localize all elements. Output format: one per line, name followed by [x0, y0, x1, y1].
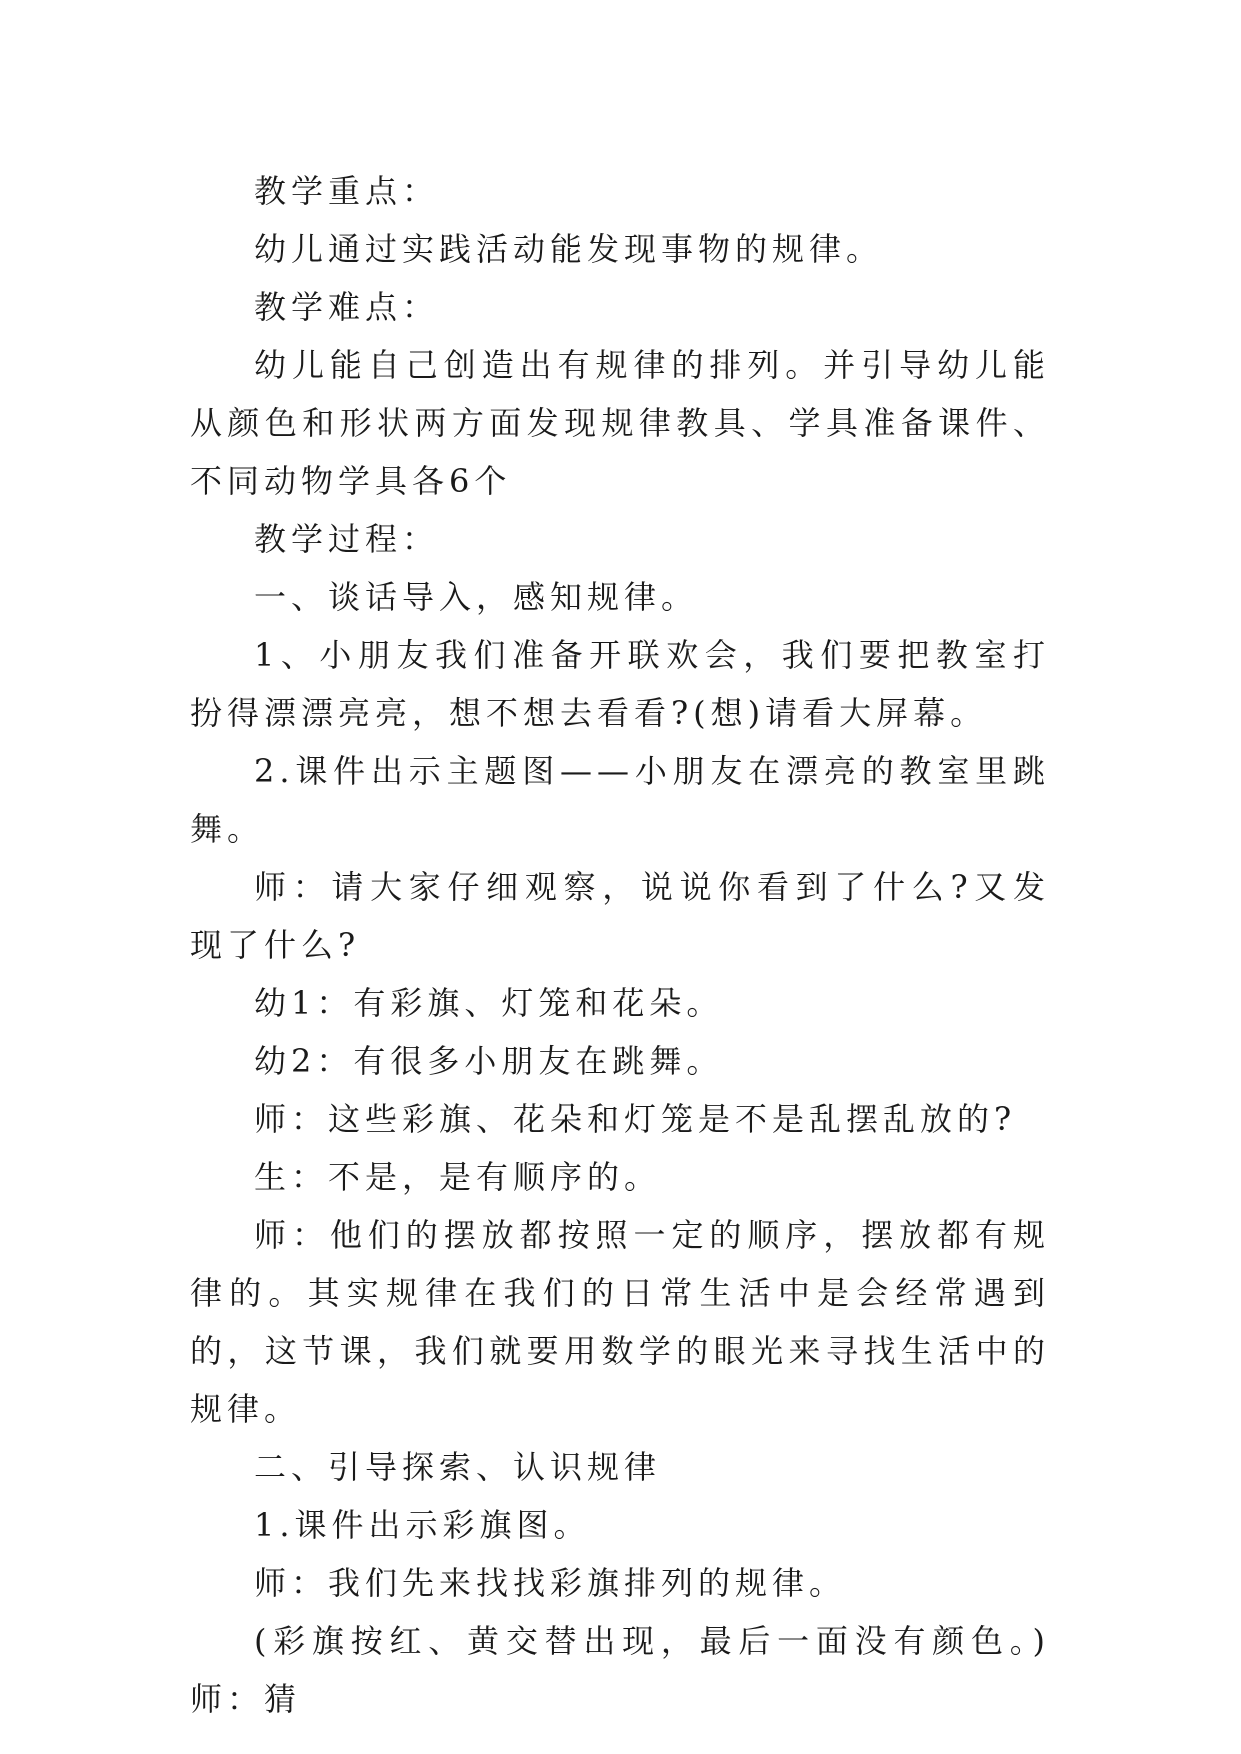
section-heading: 一、谈话导入，感知规律。 [254, 578, 699, 616]
dialogue-line: 师：我们先来找找彩旗排列的规律。 [254, 1564, 847, 1602]
paragraph: (彩旗按红、黄交替出现，最后一面没有颜色。)师：猜 [190, 1622, 1050, 1718]
heading-process: 教学过程： [254, 520, 440, 558]
dialogue-line: 师：请大家仔细观察，说说你看到了什么?又发现了什么? [190, 868, 1050, 964]
heading-key-points: 教学重点： [254, 172, 440, 210]
paragraph: 幼儿通过实践活动能发现事物的规律。 [254, 230, 884, 268]
paragraph: 1.课件出示彩旗图。 [254, 1506, 591, 1544]
heading-difficulties: 教学难点： [254, 288, 440, 326]
paragraph: 幼儿能自己创造出有规律的排列。并引导幼儿能从颜色和形状两方面发现规律教具、学具准备课件、不同动物学具各6个 [190, 346, 1050, 500]
section-heading: 二、引导探索、认识规律 [254, 1448, 662, 1486]
paragraph: 2.课件出示主题图——小朋友在漂亮的教室里跳舞。 [190, 752, 1050, 848]
paragraph: 1、小朋友我们准备开联欢会，我们要把教室打扮得漂漂亮亮，想不想去看看?(想)请看大屏幕。 [190, 636, 1050, 732]
document-body [190, 162, 1050, 1728]
dialogue-line: 师：这些彩旗、花朵和灯笼是不是乱摆乱放的? [254, 1100, 1017, 1138]
dialogue-line: 师：他们的摆放都按照一定的顺序，摆放都有规律的。其实规律在我们的日常生活中是会经常遇到的，这节课，我们就要用数学的眼光来寻找生活中的规律。 [190, 1216, 1050, 1428]
dialogue-line: 幼2：有很多小朋友在跳舞。 [254, 1042, 724, 1080]
dialogue-line: 生：不是，是有顺序的。 [254, 1158, 662, 1196]
dialogue-line: 幼1：有彩旗、灯笼和花朵。 [254, 984, 724, 1022]
